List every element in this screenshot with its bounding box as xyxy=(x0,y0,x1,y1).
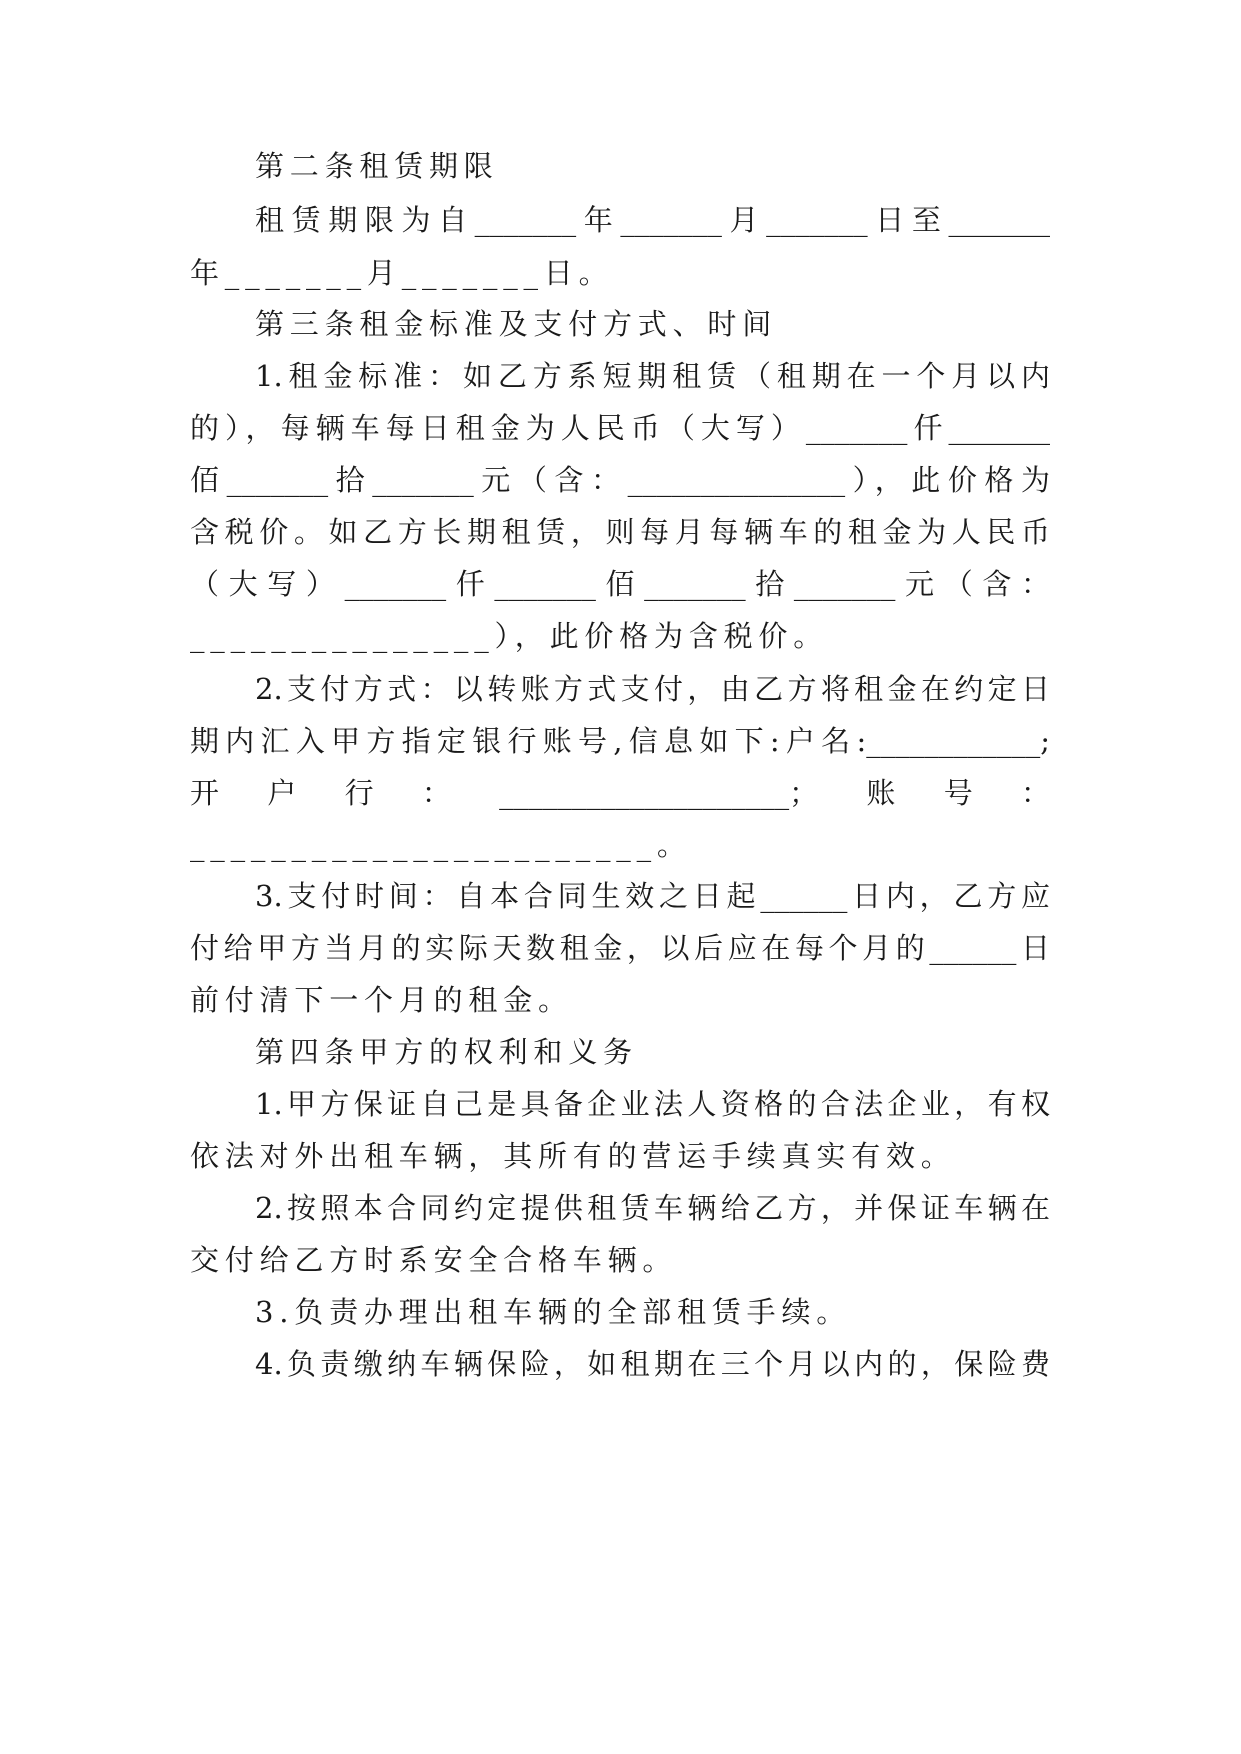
paragraph-line: 依法对外出租车辆，其所有的营运手续真实有效。 xyxy=(190,1139,956,1173)
paragraph-line: 2.按照本合同约定提供租赁车辆给乙方，并保证车辆在 xyxy=(255,1191,1050,1225)
paragraph-line: 4.负责缴纳车辆保险，如租期在三个月以内的，保险费 xyxy=(255,1347,1050,1381)
paragraph-line: 开户行：____________________；账号： xyxy=(190,776,1050,810)
paragraph-line: _______________），此价格为含税价。 xyxy=(190,619,829,653)
paragraph-line: 交付给乙方时系安全合格车辆。 xyxy=(190,1243,678,1277)
paragraph-line: 期内汇入甲方指定银行账号,信息如下:户名:____________; xyxy=(190,724,1050,758)
paragraph-line: 租赁期限为自_______年_______月_______日至_______ xyxy=(255,203,1050,237)
paragraph-line: 前付清下一个月的租金。 xyxy=(190,983,573,1017)
paragraph-line: 的），每辆车每日租金为人民币（大写）_______仟_______ xyxy=(190,411,1050,445)
paragraph-line: 1.租金标准：如乙方系短期租赁（租期在一个月以内 xyxy=(255,359,1050,393)
paragraph-line: （大写）_______仟_______佰_______拾_______元（含： xyxy=(190,567,1050,601)
paragraph-line: _______________________。 xyxy=(190,828,692,862)
paragraph-line: 3.支付时间：自本合同生效之日起______日内，乙方应 xyxy=(255,879,1050,913)
paragraph-line: 付给甲方当月的实际天数租金，以后应在每个月的______日 xyxy=(190,931,1050,965)
article-2-heading: 第二条租赁期限 xyxy=(255,149,499,183)
paragraph-line: 2.支付方式：以转账方式支付，由乙方将租金在约定日 xyxy=(255,672,1050,706)
paragraph-line: 年_______月_______日。 xyxy=(190,256,614,290)
paragraph-line: 3.负责办理出租车辆的全部租赁手续。 xyxy=(255,1295,852,1329)
paragraph-line: 含税价。如乙方长期租赁，则每月每辆车的租金为人民币 xyxy=(190,515,1050,549)
article-3-heading: 第三条租金标准及支付方式、时间 xyxy=(255,307,778,341)
article-4-heading: 第四条甲方的权利和义务 xyxy=(255,1035,638,1069)
paragraph-line: 佰_______拾_______元（含：_______________），此价格为 xyxy=(190,463,1050,497)
paragraph-line: 1.甲方保证自己是具备企业法人资格的合法企业，有权 xyxy=(255,1087,1050,1121)
